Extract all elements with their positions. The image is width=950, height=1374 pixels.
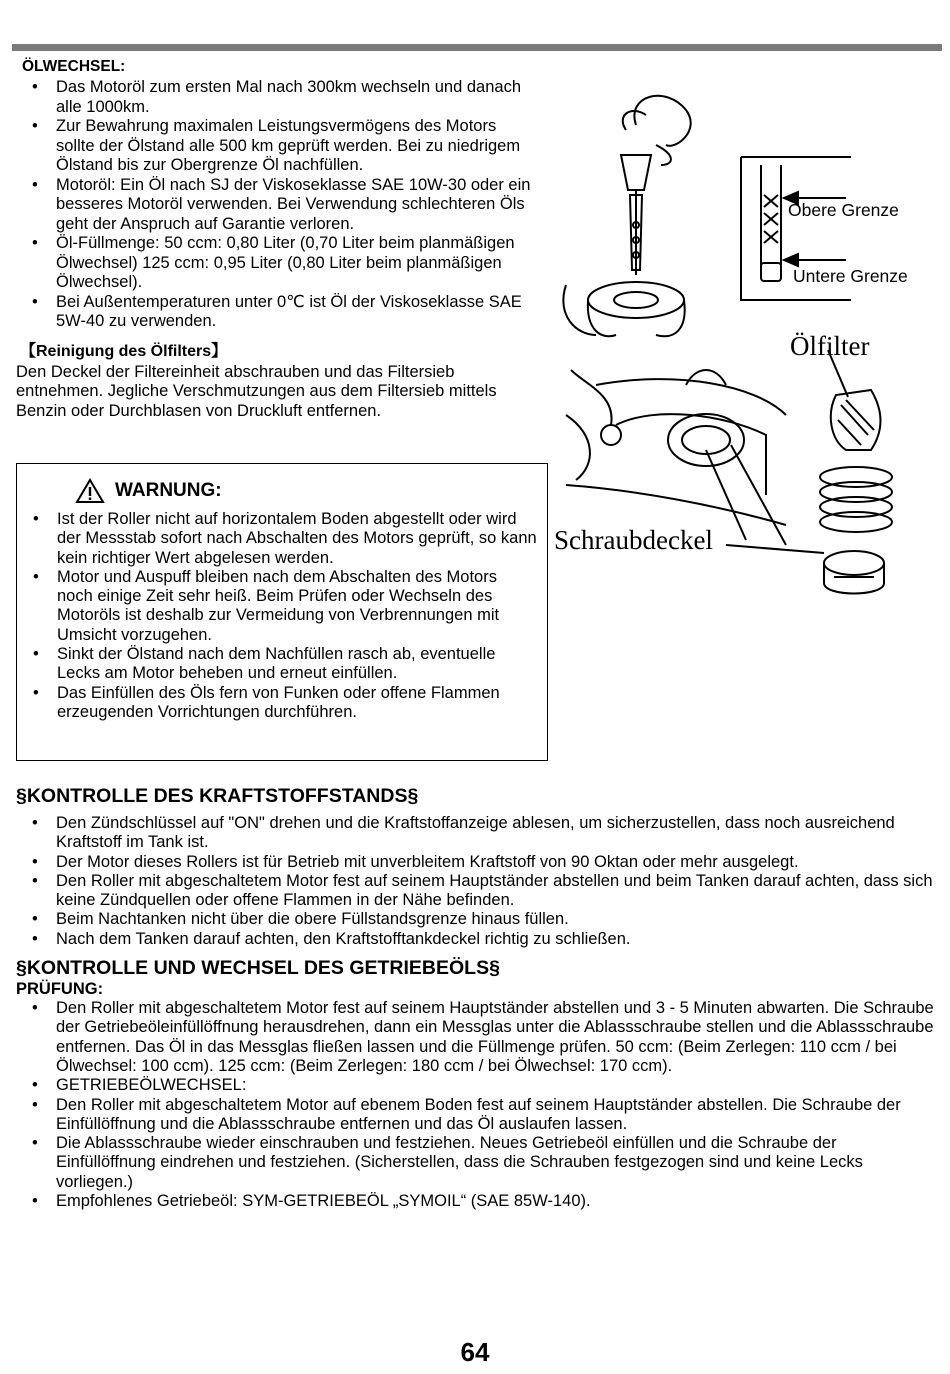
warning-header xyxy=(75,478,537,504)
oil-change-heading: ÖLWECHSEL: xyxy=(22,58,126,75)
page-number: 64 xyxy=(460,1337,490,1367)
warning-list xyxy=(17,510,537,722)
upper-limit-label: Obere Grenze xyxy=(788,200,899,220)
list-item: • GETRIEBEÖLWECHSEL: xyxy=(16,1076,936,1095)
fuel-check-list xyxy=(16,814,936,949)
top-rule xyxy=(12,44,942,51)
list-item: • Bei Außentemperaturen unter 0℃ ist Öl der Viskoseklasse SAE 5W-40 zu verwenden. xyxy=(16,293,536,332)
oil-change-section xyxy=(16,58,536,421)
oil-filter-label: Ölfilter xyxy=(790,331,870,361)
list-item: • Das Einfüllen des Öls fern von Funken oder offene Flammen erzeugenden Vorrichtungen durchführen. xyxy=(17,684,537,723)
bottom-sections xyxy=(16,785,936,1211)
warning-title: WARNUNG: xyxy=(115,480,222,501)
warning-triangle-icon xyxy=(75,478,105,504)
list-item: • Den Roller mit abgeschaltetem Motor fest auf seinem Hauptständer abstellen und beim Tanken darauf achten, dass sich keine Zündquellen oder offene Flammen in der Nähe befinden. xyxy=(16,872,936,911)
oil-change-list xyxy=(16,78,536,332)
lower-limit-label: Untere Grenze xyxy=(793,266,908,286)
list-item: • Motor und Auspuff bleiben nach dem Abschalten des Motors noch einige Zeit sehr heiß. Beim Prüfen oder Wechseln des Motoröls ist deshalb zur Vermeidung von Verbrennungen mit Umsicht vorzugehen. xyxy=(17,568,537,645)
gear-oil-heading: §KONTROLLE UND WECHSEL DES GETRIEBEÖLS§ xyxy=(16,957,500,980)
list-item: • Den Roller mit abgeschaltetem Motor auf ebenem Boden fest auf seinem Hauptständer abstellen. Die Schraube der Einfüllöffnung und die Ablassschraube entfernen und das Öl auslaufen lassen. xyxy=(16,1096,936,1135)
list-item: • Empfohlenes Getriebeöl: SYM-GETRIEBEÖL „SYMOIL“ (SAE 85W-140). xyxy=(16,1192,936,1211)
fuel-check-heading: §KONTROLLE DES KRAFTSTOFFSTANDS§ xyxy=(16,785,419,807)
filter-cleaning-heading: 【Reinigung des Ölfilters】 xyxy=(20,342,228,360)
oil-filter-illustration xyxy=(556,85,936,605)
gear-oil-subheading: PRÜFUNG: xyxy=(16,980,104,999)
list-item: • Sinkt der Ölstand nach dem Nachfüllen rasch ab, eventuelle Lecks am Motor beheben und erneut einfüllen. xyxy=(17,645,537,684)
list-item: • Motoröl: Ein Öl nach SJ der Viskoseklasse SAE 10W-30 oder ein besseres Motoröl verwenden. Bei Verwendung schlechteren Öls geht der Anspruch auf Garantie verloren. xyxy=(16,176,536,235)
list-item: • Öl-Füllmenge: 50 ccm: 0,80 Liter (0,70 Liter beim planmäßigen Ölwechsel) 125 ccm: 0,95 Liter (0,80 Liter beim planmäßigen Ölwechsel). xyxy=(16,234,536,293)
list-item: • Das Motoröl zum ersten Mal nach 300km wechseln und danach alle 1000km. xyxy=(16,78,536,117)
list-item: • Ist der Roller nicht auf horizontalem Boden abgestellt oder wird der Messstab sofort nach Abschalten des Motors geprüft, so kann kein richtiger Wert abgelesen werden. xyxy=(17,510,537,568)
warning-box xyxy=(16,463,548,761)
list-item: • Die Ablassschraube wieder einschrauben und festziehen. Neues Getriebeöl einfüllen und die Schraube der Einfüllöffnung eindrehen und festziehen. (Sicherstellen, dass die Schrauben festgezogen sind und keine Lecks vorliegen.) xyxy=(16,1134,936,1192)
list-item: • Nach dem Tanken darauf achten, den Kraftstofftankdeckel richtig zu schließen. xyxy=(16,930,936,949)
screw-cap-label: Schraubdeckel xyxy=(554,525,713,555)
gear-oil-list xyxy=(16,999,936,1211)
filter-cleaning-text: Den Deckel der Filtereinheit abschrauben und das Filtersieb entnehmen. Jegliche Verschmutzungen aus dem Filtersieb mittels Benzin oder Durchblasen von Druckluft entfernen. xyxy=(16,362,497,420)
list-item: • Den Zündschlüssel auf "ON" drehen und die Kraftstoffanzeige ablesen, um sicherzustellen, dass noch ausreichend Kraftstoff im Tank ist. xyxy=(16,814,936,853)
list-item: • Den Roller mit abgeschaltetem Motor fest auf seinem Hauptständer abstellen und 3 - 5 Minuten abwarten. Die Schraube der Getriebeöleinfüllöffnung herausdrehen, dann ein Messglas unter die Ablassschraube stellen und die Ablassschraube entfernen. Das Öl in das Messglas fließen lassen und die Füllmenge prüfen. 50 ccm: (Beim Zerlegen: 110 ccm / bei Ölwechsel: 100 ccm). 125 ccm: (Beim Zerlegen: 180 ccm / bei Ölwechsel: 170 ccm). xyxy=(16,999,936,1076)
list-item: • Zur Bewahrung maximalen Leistungsvermögens des Motors sollte der Ölstand alle 500 km geprüft werden. Bei zu niedrigem Ölstand bis zur Obergrenze Öl nachfüllen. xyxy=(16,117,536,176)
list-item: • Der Motor dieses Rollers ist für Betrieb mit unverbleitem Kraftstoff von 90 Oktan oder mehr ausgelegt. xyxy=(16,853,936,872)
list-item: • Beim Nachtanken nicht über die obere Füllstandsgrenze hinaus füllen. xyxy=(16,910,936,929)
